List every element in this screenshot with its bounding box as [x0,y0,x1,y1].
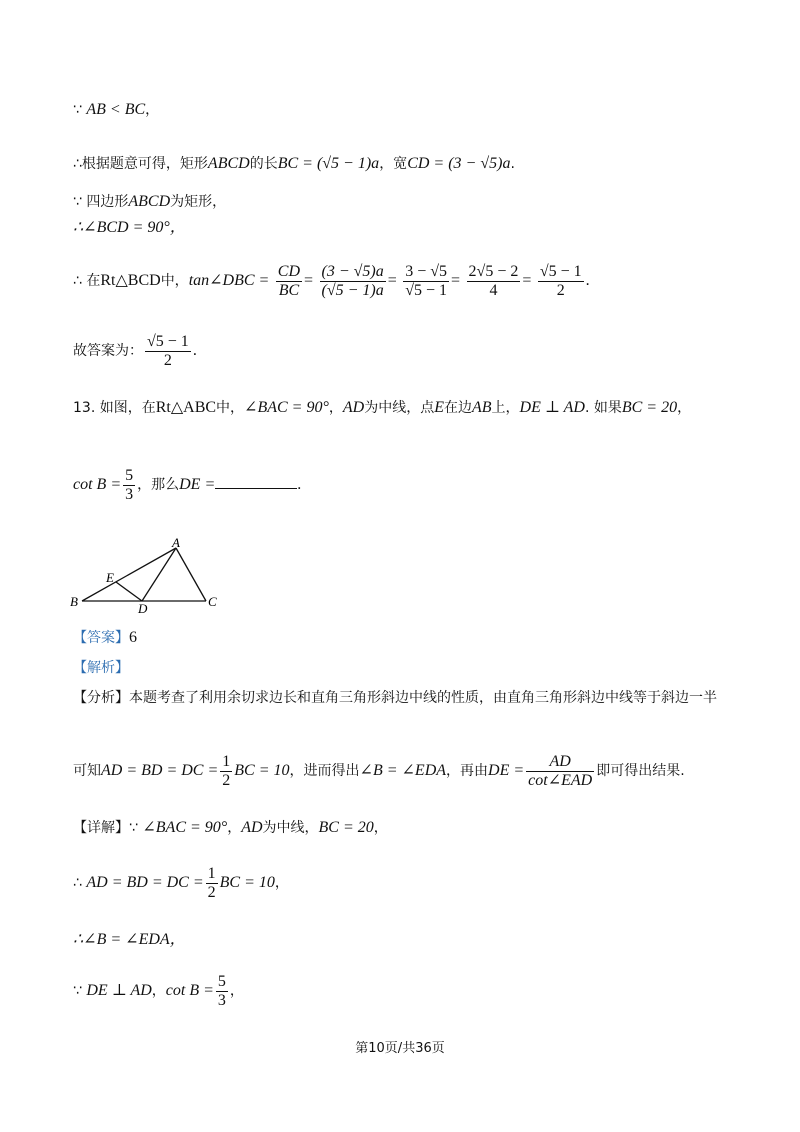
text: ，宽 [379,156,408,172]
because-symbol: ∵ [73,102,87,118]
fraction-5-3 [123,467,135,504]
fenxi-key-line [73,750,685,792]
bc-half-expr: BC = 10 [219,874,275,891]
fenxi-line [73,688,717,708]
because-symbol: ∵ [129,820,143,836]
text: ∵ 四边形 [73,194,129,210]
line-quadrilateral [73,192,226,212]
triangle-name: Rt△BCD [100,272,161,289]
numerator: CD [277,262,301,280]
detail-line-4 [73,970,244,1012]
angle-statement: ∴∠BCD = 90°， [73,219,186,236]
answer-blank [215,474,297,489]
segment-ac [176,548,206,601]
text: ∴ 在 [73,273,101,289]
text: ， [373,820,388,836]
text: 中， [216,400,245,416]
text: 故答案为： [73,343,143,359]
numerator: 1 [222,752,231,770]
bc-half-expr: BC = 10 [234,762,290,779]
text: 为中线， [262,820,319,836]
text: ， [677,400,692,416]
analysis-line [73,658,129,678]
triangle-figure [70,536,230,616]
fraction-4 [467,263,521,300]
fraction-2 [320,263,386,300]
rect-name: ABCD [207,155,250,172]
segment-ad: AD [342,399,365,416]
denominator: 3 [217,991,226,1009]
line-angle-bcd [73,218,186,238]
text: ， [328,400,343,416]
fraction-3 [403,263,449,300]
median-expr: AD = BD = DC = [101,762,219,779]
label-a: A [172,536,180,550]
cot-b: cot B = [73,476,122,493]
line-answer-given [73,330,197,372]
punct: . [510,156,515,172]
bc-value: BC = 20 [318,819,374,836]
answer-line [73,628,137,648]
denominator: cot∠EAD [528,771,593,789]
answer-fraction [145,333,191,370]
denominator: 3 [125,485,134,503]
denominator: 2 [222,771,231,789]
text: 的长 [249,156,278,172]
numerator: AD [526,753,594,772]
denominator: 2 [556,281,565,299]
text: 为矩形， [170,194,227,210]
text: 为中线，点 [364,400,435,416]
text: ，那么 [137,477,180,493]
segment-ab-line [82,548,176,601]
detail-line-1 [73,818,388,838]
detail-line-3 [73,930,186,950]
text: 在边 [443,400,472,416]
angle-equality: ∴∠B = ∠EDA， [73,931,186,948]
text: 即可得出结果. [596,763,685,779]
numerator: √5 − 1 [539,262,582,280]
numerator: 3 − √5 [405,262,448,280]
denominator: 4 [489,281,498,299]
text: 13. 如图，在 [73,400,156,416]
detail-tag: 【详解】 [73,820,129,836]
problem-13-statement [73,396,691,420]
rect-name: ABCD [128,193,171,210]
text: ，再由 [446,763,489,779]
label-e: E [106,570,114,585]
perpendicular: DE ⊥ AD [86,982,152,999]
fenxi-tag: 【分析】 [73,690,129,706]
page-footer: 第10页/共36页 [355,1041,445,1056]
text: 上， [491,400,520,416]
denominator: BC [278,281,300,299]
problem-13-question [73,464,301,506]
de-label: DE = [179,476,216,493]
numerator: (3 − √5)a [321,262,384,280]
segment-de [116,582,142,601]
fraction-ad-cot [526,753,594,790]
numerator: 2√5 − 2 [468,262,519,280]
inequality: AB < BC [86,101,146,118]
bc-length: BC = (√5 − 1)a [277,155,380,172]
numerator: 5 [217,972,226,990]
segment-ad-line [142,548,176,601]
fraction-cd-bc [276,263,302,300]
fraction-5 [538,263,584,300]
angle-bac: ∠BAC = 90° [142,819,228,836]
text: ， [274,875,289,891]
denominator: 2 [207,883,216,901]
analysis-tag: 【解析】 [73,660,129,676]
answer-tag: 【答案】 [73,630,129,646]
text: ，进而得出 [289,763,360,779]
bc-value: BC = 20 [621,399,678,416]
text: ， [151,983,166,999]
fraction-5-3 [216,973,228,1010]
tan-expr: tan∠DBC = [188,272,270,289]
line-rect-dimensions [73,154,515,174]
numerator: 5 [125,466,134,484]
text: ∴根据题意可得，矩形 [73,156,208,172]
denominator: √5 − 1 [405,281,448,299]
text: ， [229,983,244,999]
segment-ad: AD [241,819,263,836]
label-d: D [138,601,148,616]
line-ab-lt-bc [73,100,159,120]
cot-b: cot B = [165,982,214,999]
text: 可知 [73,763,101,779]
because-symbol: ∵ [73,983,87,999]
angle-equality: ∠B = ∠EDA [359,762,447,779]
denominator: 2 [163,351,172,369]
numerator: √5 − 1 [147,332,189,350]
median-expr: AD = BD = DC = [86,874,204,891]
angle-bac: ∠BAC = 90° [244,399,329,416]
answer-value: 6 [129,629,137,646]
text: 中， [160,273,189,289]
line-tan-chain: ∴ 在Rt△BCD中，tan∠DBC = $\frac{CD}{BC}$ = $\frac{(3 - √5)a}{(√5 - 1)a}$ = $\frac{3 - √5}{√5 - 1}$ = $\frac{2√5 - 2}{4}$ = $\frac{√5 - 1}{2}$ . [73,262,590,299]
therefore-symbol: ∴ [73,875,87,891]
label-c: C [208,594,217,609]
numerator: 1 [207,864,216,882]
cd-length: CD = (3 − √5)a [407,155,511,172]
fenxi-text: 本题考查了利用余切求边长和直角三角形斜边中线的性质，由直角三角形斜边中线等于斜边一半 [129,690,717,706]
segment-ab: AB [471,399,492,416]
de-expr: DE = [488,762,525,779]
fraction-half [206,865,218,902]
denominator: (√5 − 1)a [321,281,384,299]
text: ， [227,820,242,836]
punct: . [192,342,197,359]
perpendicular: DE ⊥ AD [519,399,585,416]
detail-line-2 [73,862,289,904]
triangle-name: Rt△ABC [155,399,217,416]
punct: ， [145,102,160,118]
text: . 如果 [584,400,622,416]
fraction-half [220,753,232,790]
point-e: E [434,399,444,416]
label-b: B [70,594,78,609]
punct: . [297,476,302,493]
